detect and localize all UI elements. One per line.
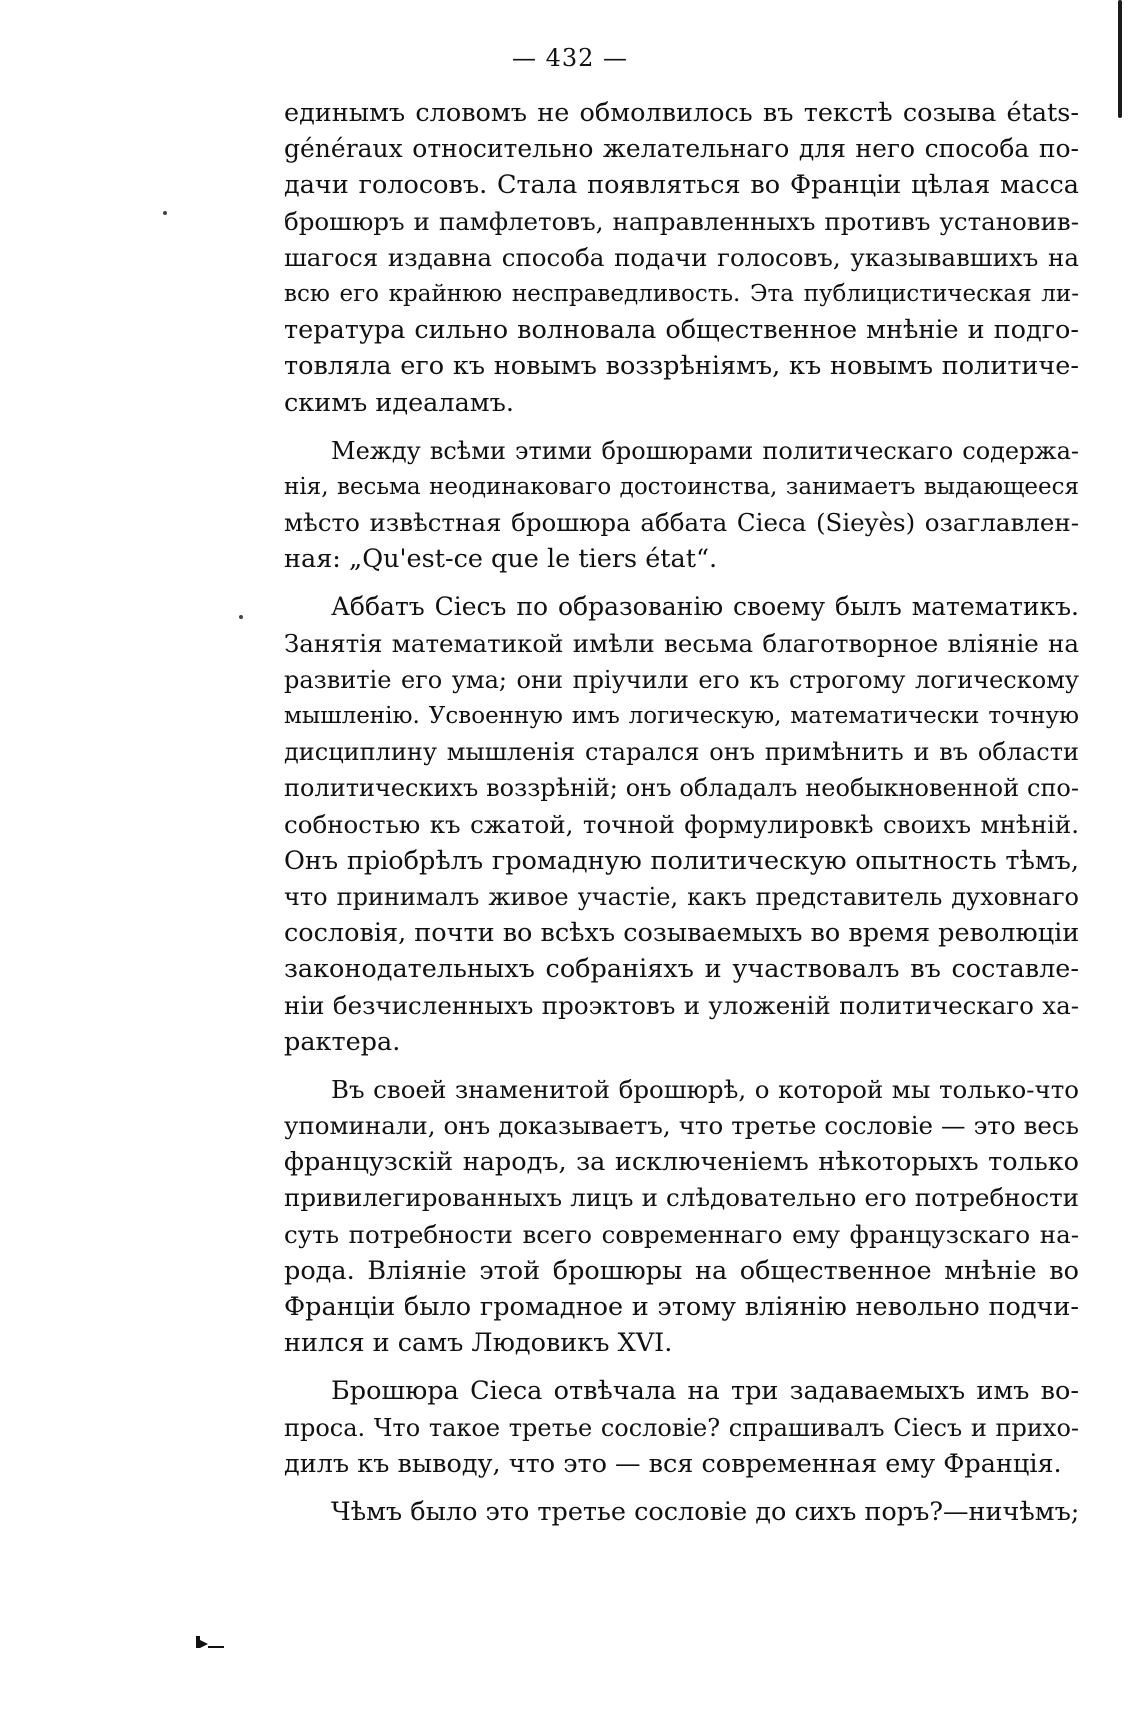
text-line: Между всѣми этими брошюрами политическаго содержа- <box>331 436 1079 465</box>
margin-speck <box>239 615 243 619</box>
text-line: привилегированныхъ лицъ и слѣдовательно его потребности <box>284 1183 1079 1213</box>
text-line: Въ своей знаменитой брошюрѣ, о которой мы только-что <box>331 1074 1079 1104</box>
paragraph-gap <box>284 1060 1079 1072</box>
text-line: сословія, почти во всѣхъ созываемыхъ во время революціи <box>284 918 1080 949</box>
paragraph <box>284 1494 1079 1530</box>
text-line: законодательныхъ собраніяхъ и участвовалъ въ составле- <box>284 954 1079 985</box>
text-line: дисциплину мышленія старался онъ примѣнить и въ области <box>284 738 1079 767</box>
text-line: брошюръ и памфлетовъ, направленныхъ противъ установив- <box>284 206 1079 236</box>
paragraph <box>284 433 1079 578</box>
body-text <box>284 95 1079 1530</box>
text-line: Брошюра Сіеса отвѣчала на три задаваемыхъ имъ во- <box>331 1376 1079 1407</box>
text-line: мѣсто извѣстная брошюра аббата Сіеса (Sieyès) озаглавлен- <box>284 508 1079 538</box>
text-line: единымъ словомъ не обмолвилось въ текстѣ созыва états- <box>284 98 1079 128</box>
paragraph <box>284 1373 1079 1482</box>
text-line: Чѣмъ было это третье сословіе до сихъ поръ?—ничѣмъ; <box>331 1496 1080 1527</box>
text-line: нія, весьма неодинаковаго достоинства, занимаетъ выдающееся <box>284 473 1079 500</box>
text-line: развитіе его ума; они пріучили его къ строгому логическому <box>284 665 1079 694</box>
text-line: суть потребности всего современнаго ему французскаго на- <box>284 1219 1079 1249</box>
text-line: тература сильно волновала общественное мнѣніе и подго- <box>284 315 1079 346</box>
paragraph <box>284 1072 1079 1362</box>
margin-speck <box>163 211 167 215</box>
margin-mark-icon <box>196 1634 226 1650</box>
text-line: что принималъ живое участіе, какъ представитель духовнаго <box>284 882 1079 911</box>
paragraph-gap <box>284 1361 1079 1373</box>
text-line: généraux относительно желательнаго для него способа по- <box>284 134 1079 164</box>
text-line: ная: „Qu'est-ce que le tiers état“. <box>284 544 718 575</box>
paragraph <box>284 589 1079 1059</box>
text-line: рода. Вліяніе этой брошюры на общественное мнѣніе во <box>284 1255 1079 1286</box>
text-line: Онъ пріобрѣлъ громадную политическую опытность тѣмъ, <box>284 845 1079 876</box>
text-line: рактера. <box>284 1026 401 1057</box>
page-number: — 432 — <box>511 44 629 72</box>
text-line: политическихъ воззрѣній; онъ обладалъ необыкновенной спо- <box>284 774 1079 803</box>
text-line: всю его крайнюю несправедливость. Эта публицистическая ли- <box>284 280 1079 307</box>
text-line: дилъ къ выводу, что это — вся современная ему Франція. <box>284 1448 1062 1479</box>
text-line: скимъ идеаламъ. <box>284 387 514 418</box>
text-line: французскій народъ, за исключеніемъ нѣкоторыхъ только <box>284 1147 1079 1178</box>
text-line: шагося издавна способа подачи голосовъ, указывавшихъ на <box>284 242 1079 272</box>
paragraph <box>284 95 1079 421</box>
text-line: собностью къ сжатой, точной формулировкѣ своихъ мнѣній. <box>284 809 1079 839</box>
text-line: Занятія математикой имѣли весьма благотворное вліяніе на <box>284 628 1079 658</box>
text-line: Аббатъ Сіесъ по образованію своему былъ математикъ. <box>331 592 1079 622</box>
paragraph-gap <box>284 577 1079 589</box>
paragraph-gap <box>284 421 1079 433</box>
text-line: нился и самъ Людовикъ XVI. <box>284 1328 673 1359</box>
paragraph-gap <box>284 1482 1079 1494</box>
text-line: ніи безчисленныхъ проэктовъ и уложеній политическаго ха- <box>284 990 1079 1020</box>
text-line: Франціи было громадное и этому вліянію невольно подчи- <box>284 1292 1079 1322</box>
text-line: проса. Что такое третье сословіе? спрашивалъ Сіесъ и прихо- <box>284 1413 1079 1442</box>
text-line: дачи голосовъ. Стала появляться во Франціи цѣлая масса <box>284 170 1079 201</box>
text-line: товляла его къ новымъ воззрѣніямъ, къ новымъ политиче- <box>284 351 1079 382</box>
text-line: упоминали, онъ доказываетъ, что третье сословіе — это весь <box>284 1111 1079 1141</box>
text-line: мышленію. Усвоенную имъ логическую, математически точную <box>284 703 1079 729</box>
